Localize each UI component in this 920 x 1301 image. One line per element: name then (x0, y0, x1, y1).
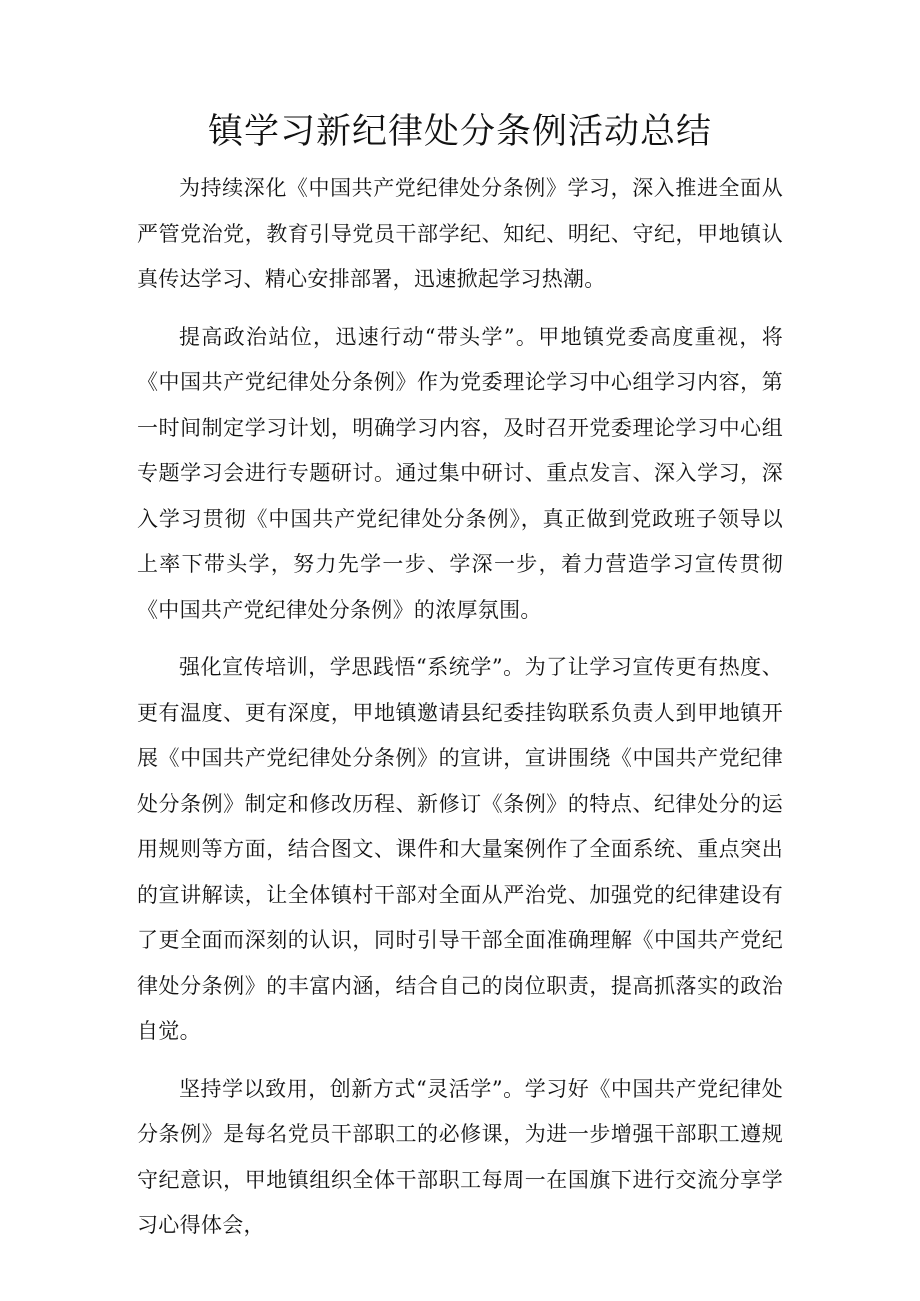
paragraph-lead-study: 提高政治站位，迅速行动“带头学”。甲地镇党委高度重视，将《中国共产党纪律处分条例》作为党委理论学习中心组学习内容，第一时间制定学习计划，明确学习内容，及时召开党委理论学习中心组专题学习会进行专题研讨。通过集中研讨、重点发言、深入学习，深入学习贯彻《中国共产党纪律处分条例》，真正做到党政班子领导以上率下带头学，努力先学一步、学深一步，着力营造学习宣传贯彻《中国共产党纪律处分条例》的浓厚氛围。 (137, 324, 783, 622)
document-title: 镇学习新纪律处分条例活动总结 (207, 112, 712, 152)
paragraph-flexible-study: 坚持学以致用，创新方式“灵活学”。学习好《中国共产党纪律处分条例》是每名党员干部职工的必修课，为进一步增强干部职工遵规守纪意识，甲地镇组织全体干部职工每周一在国旗下进行交流分享学习心得体会， (137, 1076, 783, 1237)
paragraph-intro: 为持续深化《中国共产党纪律处分条例》学习，深入推进全面从严管党治党，教育引导党员干部学纪、知纪、明纪、守纪，甲地镇认真传达学习、精心安排部署，迅速掀起学习热潮。 (137, 176, 783, 291)
document-body (137, 166, 783, 1261)
paragraph-systematic-study: 强化宣传培训，学思践悟“系统学”。为了让学习宣传更有热度、更有温度、更有深度，甲地镇邀请县纪委挂钩联系负责人到甲地镇开展《中国共产党纪律处分条例》的宣讲，宣讲围绕《中国共产党纪律处分条例》制定和修改历程、新修订《条例》的特点、纪律处分的运用规则等方面，结合图文、课件和大量案例作了全面系统、重点突出的宣讲解读，让全体镇村干部对全面从严治党、加强党的纪律建设有了更全面而深刻的认识，同时引导干部全面准确理解《中国共产党纪律处分条例》的丰富内涵，结合自己的岗位职责，提高抓落实的政治自觉。 (137, 655, 783, 1043)
